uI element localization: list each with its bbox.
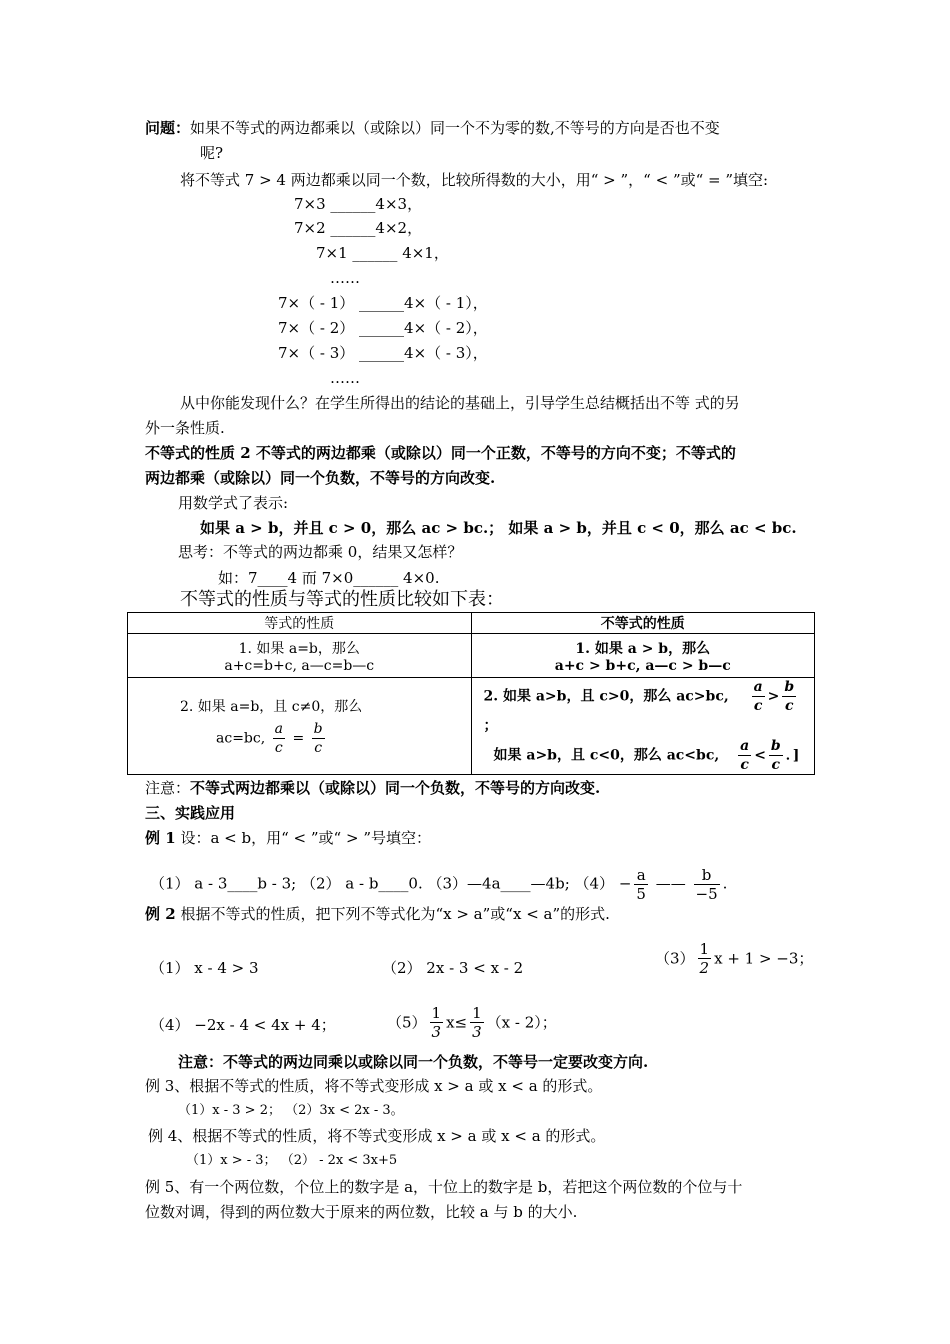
header-inequality: 不等式的性质 [471, 613, 815, 634]
header-equality: 等式的性质 [128, 613, 472, 634]
row2-equality [128, 678, 472, 775]
comparison-table [127, 612, 815, 775]
exercise-line: 7×3 ______4×3， [294, 195, 423, 213]
property2-line-1: 不等式的性质 2 不等式的两边都乘（或除以）同一个正数，不等号的方向不变；不等式的 [145, 444, 736, 462]
row1-right-line1: 1. 如果 a > b，那么 [575, 640, 711, 657]
row1-left-line1: 1. 如果 a=b，那么 [238, 640, 360, 657]
table-row [128, 634, 815, 678]
fraction-a-over-c: $\frac{a}{c}$ [740, 738, 750, 773]
example-2-item-1: （1） x - 4 > 3 [150, 959, 259, 977]
greater-sign: > [767, 688, 780, 705]
row2-left-line1: 2. 如果 a=b，且 c≠0，那么 [180, 698, 363, 715]
example-2-text [145, 904, 610, 924]
example-2-item-3 [655, 940, 813, 977]
example-2-item-3-number: （3） [655, 949, 695, 968]
fraction-a-over-c: $\frac{a}{c}$ [753, 679, 763, 714]
row1-inequality [471, 634, 815, 678]
fraction-b-over-c: $\frac{b}{c}$ [770, 738, 781, 773]
example-5-line-1: 例 5、有一个两位数，个位上的数字是 a，十位上的数字是 b，若把这个两位数的个位与十 [145, 1178, 743, 1196]
row2-right-line1: 2. 如果 a>b，且 c>0，那么 ac>bc, [483, 688, 729, 705]
example-2-item-4: （4） −2x - 4 < 4x + 4； [150, 1016, 336, 1034]
question-line-1 [145, 118, 720, 138]
fraction-b-over-c: $\frac{b}{c}$ [313, 720, 323, 756]
row1-left-line2: a+c=b+c, a—c=b—c [224, 657, 375, 674]
example-2-item-5 [387, 1004, 557, 1041]
instruction-text: 将不等式 7 > 4 两边都乘以同一个数，比较所得数的大小，用“ > ”，“ < ”或“ = ”填空: [180, 171, 769, 189]
example-2-question: 根据不等式的性质，把下列不等式化为“x > a”或“x < a”的形式. [180, 905, 610, 923]
example-5-line-2: 位数对调，得到的两位数大于原来的两位数，比较 a 与 b 的大小. [145, 1203, 578, 1221]
example-2-item-3-expression: x + 1 > −3； [714, 949, 814, 968]
row2-right-line2: 如果 a>b，且 c<0，那么 ac<bc, [493, 747, 720, 764]
discover-line-2: 外一条性质. [145, 419, 225, 437]
row2-inequality [471, 678, 815, 775]
answer-blank: —— [655, 874, 686, 893]
discover-line-1: 从中你能发现什么？在学生所得出的结论的基础上，引导学生总结概括出不等 式的另 [180, 394, 740, 412]
math-intro: 用数学式了表示: [178, 494, 289, 512]
example-2-item-5-middle: x≤ [446, 1013, 468, 1032]
property2-line-2: 两边都乘（或除以）同一个负数，不等号的方向改变. [145, 469, 496, 487]
minus-sign: − [618, 874, 632, 893]
example-2-item-5-end: （x - 2）； [486, 1013, 557, 1032]
note-2: 注意：不等式的两边同乘以或除以同一个负数，不等号一定要改变方向. [178, 1053, 649, 1071]
table-header-row [128, 613, 815, 634]
row1-right-line2: a+c > b+c, a—c > b—c [554, 657, 731, 674]
example-2-label: 例 2 [145, 905, 176, 923]
exercise-line: 7×2 ______4×2， [294, 219, 423, 237]
section-heading: 三、实践应用 [145, 804, 236, 822]
example-4-text: 例 4、根据不等式的性质，将不等式变形成 x > a 或 x < a 的形式。 [148, 1127, 606, 1145]
example-3-text: 例 3、根据不等式的性质，将不等式变形成 x > a 或 x < a 的形式。 [145, 1077, 603, 1095]
example-3-items: （1）x - 3 > 2； （2）3x < 2x - 3。 [178, 1103, 404, 1118]
exercise-line: 7×（ - 2） ______4×（ - 2）， [278, 319, 488, 337]
example-1-parts: （1） a - 3____b - 3; （2） a - b____0. （3）—4a____—4b; （4） [150, 874, 615, 893]
example-2-item-2: （2） 2x - 3 < x - 2 [382, 959, 524, 977]
exercise-line: 7×1 ______ 4×1， [316, 244, 449, 262]
period: ．] [785, 747, 800, 764]
exercise-line: 7×（ - 3） ______4×（ - 3）， [278, 344, 488, 362]
think-line-1: 思考：不等式的两边都乘 0，结果又怎样？ [178, 543, 463, 561]
question-text: 如果不等式的两边都乘以（或除以）同一个不为零的数,不等号的方向是否也不变 [190, 119, 720, 137]
math-formula: 如果 a > b，并且 c > 0，那么 ac > bc.； 如果 a > b，并且 c < 0，那么 ac < bc. [200, 519, 797, 537]
row1-equality [128, 634, 472, 678]
think-line-2: 如：7____4 而 7×0______ 4×0. [218, 569, 440, 587]
note-1-text: 不等式两边都乘以（或除以）同一个负数，不等号的方向改变. [190, 779, 601, 797]
example-1-items [150, 866, 727, 903]
exercise-line: 7×（ - 1） ______4×（ - 1）， [278, 294, 488, 312]
question-line-2: 呢? [200, 144, 224, 162]
fraction-b-over-c: $\frac{b}{c}$ [784, 679, 795, 714]
fraction-a-over-c: $\frac{a}{c}$ [274, 720, 283, 756]
table-title: 不等式的性质与等式的性质比较如下表： [180, 589, 504, 610]
example-2-item-5-number: （5） [387, 1013, 427, 1032]
row2-left-line2: ac=bc, [216, 730, 266, 746]
table-row [128, 678, 815, 775]
example-1-label: 例 1 [145, 829, 176, 847]
fraction-a-over-5: $\frac{a}{5}$ [636, 866, 646, 903]
note-1-label: 注意： [145, 779, 191, 797]
fraction-1-over-3: $\frac{1}{3}$ [472, 1004, 482, 1041]
example-1-question: 设：a < b，用“ < ”或“ > ”号填空： [180, 829, 431, 847]
period: . [722, 874, 728, 893]
fraction-1-over-3: $\frac{1}{3}$ [431, 1004, 442, 1041]
question-label: 问题： [145, 119, 191, 137]
example-1-text [145, 828, 431, 848]
exercise-ellipsis: …… [330, 269, 360, 287]
exercise-ellipsis: …… [330, 369, 360, 387]
less-sign: < [754, 747, 766, 764]
equals-sign: = [292, 730, 305, 746]
note-1 [145, 778, 600, 798]
example-4-items: （1）x > - 3； （2） - 2x < 3x+5 [186, 1153, 398, 1168]
semicolon: ； [483, 718, 498, 734]
fraction-1-over-2: $\frac{1}{2}$ [699, 940, 710, 977]
fraction-b-over-neg5: $\frac{b}{-5}$ [695, 866, 718, 903]
